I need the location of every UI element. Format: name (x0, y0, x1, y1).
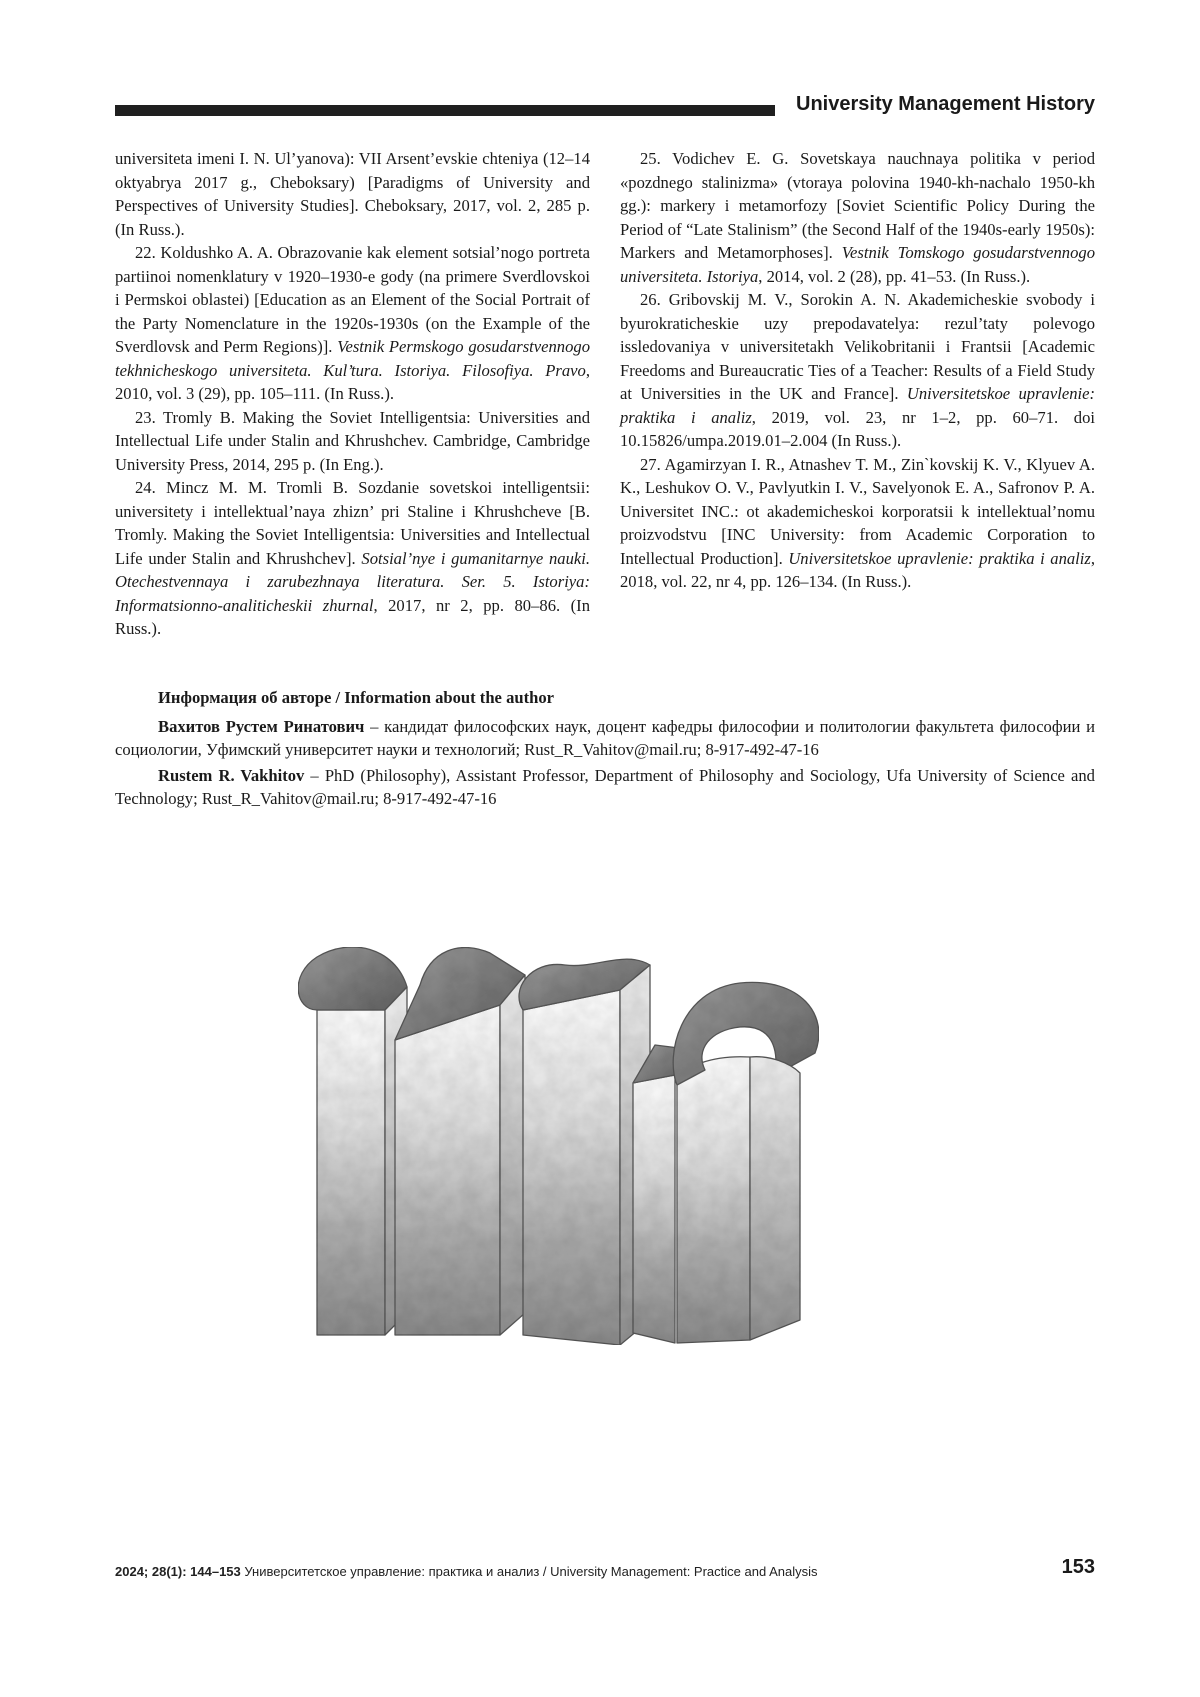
reference-item: 22. Koldushko A. A. Obrazovanie kak element sotsial’nogo portreta partiinoi nomenklatury v 1920–1930-e gody (na primere Sverdlovskoi i Permskoi oblastei) [Education as an Element of the Social Portrait of the Party Nomenclature in the 1920s-1930s (on the Example of the Sverdlovsk and Perm Regions)]. Vestnik Permskogo gosudarstvennogo tekhnicheskogo universiteta. Kul’tura. Istoriya. Filosofiya. Pravo, 2010, vol. 3 (29), pp. 105–111. (In Russ.). (115, 243, 590, 403)
footer-citation-issue: 2024; 28(1): 144–153 (115, 1564, 241, 1579)
author-info-heading: Информация об авторе / Information about the author (158, 688, 555, 707)
page-number: 153 (1061, 1556, 1095, 1578)
author-info (115, 686, 1095, 813)
references-right-column (620, 147, 1095, 594)
author-details-ru: – кандидат философских наук, доцент кафедры философии и политологии факультета философии и социологии, Уфимский университет науки и технологий; Rust_R_Vahitov@mail.ru; 8-917-492-47-16 (115, 717, 1095, 759)
footer-citation (115, 1564, 1095, 1579)
reference-item: 26. Gribovskij M. V., Sorokin A. N. Akademicheskie svobody i byurokraticheskie uzy prepodavatelya: rezul’taty polevogo issledovaniya v universitetakh Velikobritanii i Frantsii [Academic Freedoms and Bureaucratic Ties of a Teacher: Results of a Field Study at Universities in the UK and France]. Universitetskoe upravlenie: praktika i analiz, 2019, vol. 23, nr 1–2, pp. 60–71. doi 10.15826/umpa.2019.01–2.004 (In Russ.). (620, 290, 1095, 450)
footer-citation-journal: Университетское управление: практика и анализ / University Management: Practice and Analysis (240, 1564, 818, 1579)
reference-item: 23. Tromly B. Making the Soviet Intelligentsia: Universities and Intellectual Life under Stalin and Khrushchev. Cambridge, Cambridge University Press, 2014, 295 p. (In Eng.). (115, 407, 590, 474)
reference-item: universiteta imeni I. N. Ul’yanova): VII Arsent’evskie chteniya (12–14 oktyabrya 2017 g., Cheboksary) [Paradigms of University and Perspectives of University Studies]. Cheboksary, 2017, vol. 2, 285 p. (In Russ.). (115, 149, 590, 239)
reference-columns (115, 147, 1095, 657)
reference-item: 27. Agamirzyan I. R., Atnashev T. M., Zin`kovskij K. V., Klyuev A. K., Leshukov O. V., Pavlyutkin I. V., Savelyonok E. A., Safronov P. A. Universitet INC.: ot akademicheskoi korporatsii k intellektual’nomu proizvodstvu [INC University: from Academic Corporation to Intellectual Production]. Universitetskoe upravlenie: praktika i analiz, 2018, vol. 22, nr 4, pp. 126–134. (In Russ.). (620, 454, 1095, 591)
author-name-ru: Вахитов Рустем Ринатович (158, 717, 365, 736)
author-entry-en (115, 764, 1095, 810)
reference-item: 25. Vodichev E. G. Sovetskaya nauchnaya politika v period «pozdnego stalinizma» (vtoraya polovina 1940-kh-nachalo 1950-kh gg.): markery i metamorfozy [Soviet Scientific Policy During the Period of “Late Stalinism” (the Second Half of the 1940s-early 1950s): Markers and Metamorphoses]. Vestnik Tomskogo gosudarstvennogo universiteta. Istoriya, 2014, vol. 2 (28), pp. 41–53. (In Russ.). (620, 149, 1095, 286)
author-details-en: – PhD (Philosophy), Assistant Professor, Department of Philosophy and Sociology, Ufa University of Science and Technology; Rust_R_Vahitov@mail.ru; 8-917-492-47-16 (115, 766, 1095, 808)
header-rule (115, 105, 775, 116)
author-entry-ru (115, 715, 1095, 761)
reference-item: 24. Mincz M. M. Tromli B. Sozdanie sovetskoi intelligentsii: universitety i intellektual’naya zhizn’ pri Staline i Khrushcheve [B. Tromly. Making the Soviet Intelligentsia: Universities and Intellectual Life under Stalin and Khrushchev]. Sotsial’nye i gumanitarnye nauki. Otechestvennaya i zarubezhnaya literatura. Ser. 5. Istoriya: Informatsionno-analiticheskii zhurnal, 2017, nr 2, pp. 80–86. (In Russ.). (115, 478, 590, 638)
running-head: University Management History (796, 93, 1095, 115)
umpa-3d-logo-icon (295, 935, 835, 1385)
author-name-en: Rustem R. Vakhitov (158, 766, 305, 785)
references-left-column (115, 147, 590, 641)
